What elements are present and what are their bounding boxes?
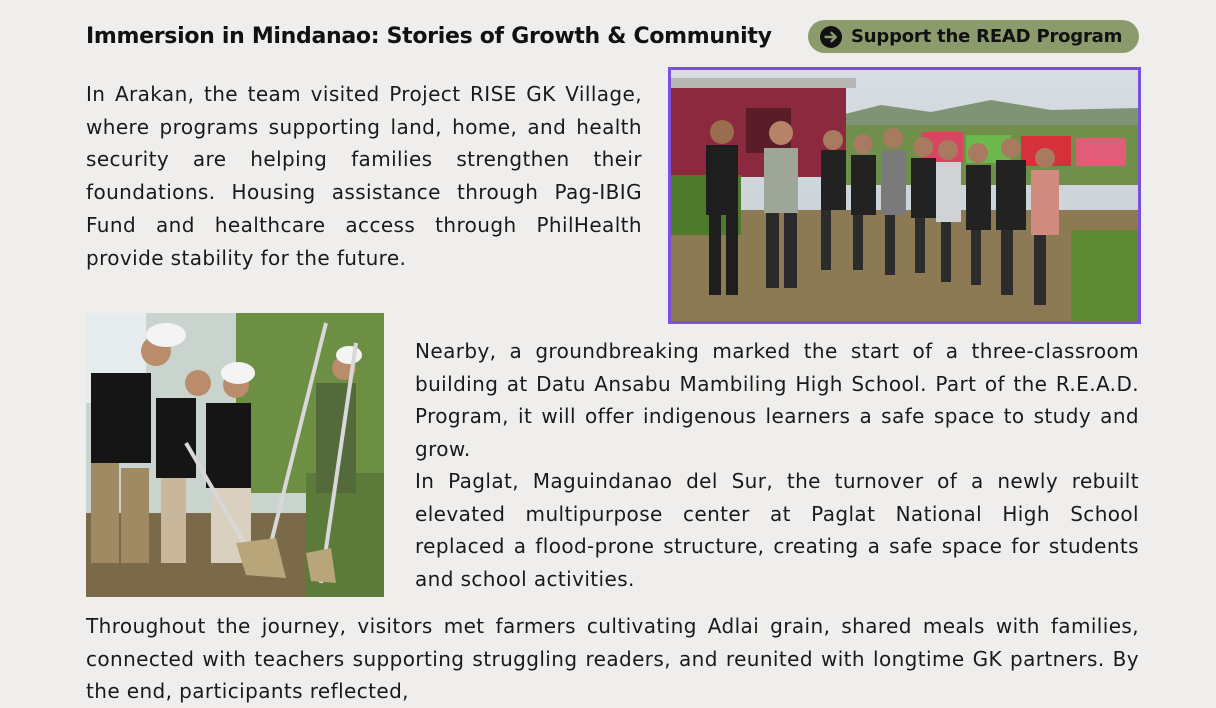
groundbreaking-photo	[86, 313, 384, 597]
paragraph-arakan: In Arakan, the team visited Project RISE GK Village, where programs supporting land, home, and health security are helping families strengthen their foundations. Housing assistance through Pag-IBIG Fund and healthcare access through PhilHealth provide stability for the future.	[86, 82, 642, 270]
group-photo	[668, 67, 1141, 324]
support-read-program-button[interactable]	[808, 20, 1139, 53]
paragraph-journey: Throughout the journey, visitors met farmers cultivating Adlai grain, shared meals with families, connected with teachers supporting struggling readers, and reunited with longtime GK partners. By the end, participants reflected,	[86, 614, 1139, 704]
page-title: Immersion in Mindanao: Stories of Growth & Community	[86, 24, 772, 49]
support-button-label: Support the READ Program	[851, 26, 1123, 47]
arrow-right-circle-icon	[820, 26, 842, 48]
paragraph-paglat: In Paglat, Maguindanao del Sur, the turnover of a newly rebuilt elevated multipurpose center at Paglat National High School replaced a flood-prone structure, creating a safe space for students and school activities.	[415, 469, 1139, 592]
paragraph-groundbreaking: Nearby, a groundbreaking marked the start of a three-classroom building at Datu Ansabu Mambiling High School. Part of the R.E.A.D. Program, it will offer indigenous learners a safe space to study and grow.	[415, 339, 1139, 462]
